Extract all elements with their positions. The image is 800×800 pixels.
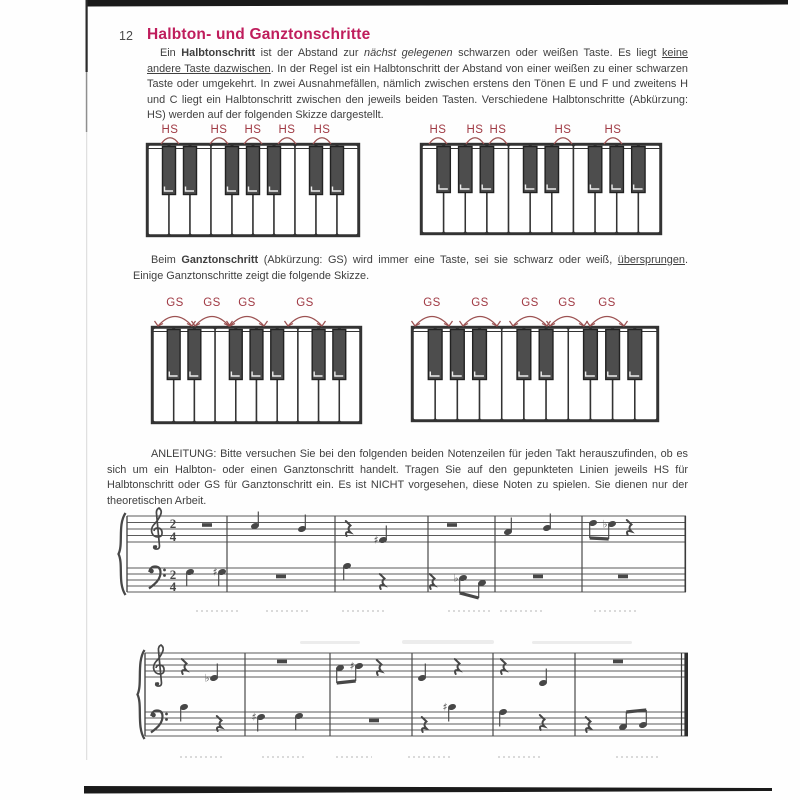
measure-rest bbox=[277, 660, 287, 664]
grand-staff-2 bbox=[138, 645, 689, 757]
bass-clef bbox=[151, 711, 168, 733]
interval-label: HS bbox=[161, 124, 179, 136]
interval-label: HS bbox=[210, 124, 228, 136]
interval-label: HS bbox=[244, 124, 262, 136]
interval-label: GS bbox=[471, 297, 489, 309]
accidental: ♯ bbox=[442, 701, 448, 714]
paragraph-anleitung bbox=[107, 447, 688, 509]
interval-label: HS bbox=[313, 124, 331, 136]
interval-label: HS bbox=[278, 124, 296, 136]
time-signature: 4 bbox=[169, 579, 177, 595]
system-brace bbox=[138, 650, 145, 739]
time-signature: 2 bbox=[169, 566, 177, 582]
text-segment: ANLEITUNG: Bitte versuchen Sie bei den folgenden beiden Notenzeilen für jeden Takt herauszufinden, ob es sich um ein Halbton- oder einen Ganztonschritt handelt. Tragen Sie auf den gepunkteten Linien jeweils HS für Halbtonschritt oder GS für Ganztonschritt ein. Es ist NICHT vorgesehen, diese Noten zu spielen. Sie dienen nur der theoretischen Arbeit. bbox=[107, 448, 688, 507]
interval-label: HS bbox=[554, 124, 572, 136]
bottom-edge-bar bbox=[84, 786, 772, 794]
accidental: ♭ bbox=[204, 672, 210, 685]
text-segment: Ganztonschritt bbox=[181, 254, 259, 266]
text-segment: . In der Regel ist ein Halbtonschritt der Abstand von einer weißen zu einer schwarzen Taste oder umgekehrt. In zwei Ausnahmefällen, nämlich zwischen erstens den Tönen E und F und zweitens H und C liegt ein Halbtonschritt zwischen den jeweils beiden Tasten. Verschiedene Halbtonschritte (Abkürzung: HS) werden auf der folgenden Skizze dargestellt. bbox=[147, 62, 688, 122]
text-segment: schwarzen oder weißen Taste. Es liegt bbox=[452, 47, 662, 59]
keyboard-ganzton-2 bbox=[412, 297, 659, 421]
measure-rest bbox=[447, 523, 457, 527]
grand-staff-1 bbox=[119, 508, 687, 611]
book-spine-shadow bbox=[86, 0, 88, 72]
keyboard-halbton-1 bbox=[147, 124, 359, 236]
measure-rest bbox=[618, 575, 628, 579]
interval-arc bbox=[415, 317, 449, 327]
interval-label: GS bbox=[521, 297, 539, 309]
interval-label: GS bbox=[598, 297, 616, 309]
interval-arc bbox=[513, 317, 547, 327]
quarter-rest bbox=[540, 715, 545, 730]
interval-label: GS bbox=[166, 297, 184, 309]
accidental: ♯ bbox=[349, 660, 355, 673]
accidental: ♭ bbox=[453, 572, 459, 585]
interval-arc bbox=[230, 317, 264, 327]
quarter-rest bbox=[182, 659, 187, 674]
text-segment: ist der Abstand zur bbox=[255, 47, 365, 59]
text-segment: (Abkürzung: GS) wird immer eine Taste, sei sie schwarz oder weiß, bbox=[258, 254, 618, 266]
measure-rest bbox=[533, 575, 543, 579]
accidental: ♯ bbox=[251, 711, 257, 724]
time-signature: 2 bbox=[169, 515, 177, 531]
interval-label: GS bbox=[423, 297, 441, 309]
page-number: 12 bbox=[119, 29, 133, 43]
page-title: Halbton- und Ganztonschritte bbox=[147, 26, 371, 43]
paragraph-halbtonschritt bbox=[147, 46, 688, 124]
text-segment: . Einige Ganztonschritte zeigt die folgende Skizze. bbox=[133, 254, 689, 282]
interval-label: GS bbox=[203, 297, 221, 309]
interval-arc bbox=[288, 317, 322, 327]
keyboard-halbton-2 bbox=[421, 124, 661, 234]
final-barline bbox=[684, 653, 688, 736]
bass-clef bbox=[149, 567, 166, 589]
print-through-artifact bbox=[300, 640, 632, 644]
text-segment: nächst gelegenen bbox=[364, 47, 453, 59]
text-segment: Halbtonschritt bbox=[181, 47, 256, 59]
interval-label: GS bbox=[238, 297, 256, 309]
paragraph-ganztonschritt bbox=[133, 253, 688, 284]
time-signature: 4 bbox=[169, 529, 177, 545]
accidental: ♭ bbox=[602, 518, 608, 531]
interval-arc bbox=[590, 317, 624, 327]
accidental: ♯ bbox=[373, 534, 379, 547]
interval-label: HS bbox=[604, 124, 622, 136]
text-segment: Beim bbox=[151, 254, 182, 266]
interval-arc bbox=[158, 317, 192, 327]
measure-rest bbox=[276, 575, 286, 579]
quarter-rest bbox=[501, 659, 506, 674]
interval-arc bbox=[550, 317, 584, 327]
text-segment: übersprungen bbox=[617, 254, 685, 266]
treble-clef bbox=[154, 645, 165, 686]
measure-rest bbox=[369, 719, 379, 723]
measure-rest bbox=[613, 660, 623, 664]
text-segment: keine andere Taste dazwischen bbox=[147, 47, 688, 75]
interval-arc bbox=[463, 317, 497, 327]
quarter-rest bbox=[377, 660, 382, 675]
interval-label: GS bbox=[296, 297, 314, 309]
interval-arc bbox=[195, 317, 229, 327]
system-brace bbox=[119, 513, 126, 595]
interval-label: GS bbox=[558, 297, 576, 309]
quarter-rest bbox=[430, 574, 435, 589]
keyboard-ganzton-1 bbox=[152, 297, 361, 423]
quarter-rest bbox=[455, 659, 460, 674]
interval-label: HS bbox=[429, 124, 447, 136]
interval-label: HS bbox=[466, 124, 484, 136]
text-segment: Ein bbox=[160, 47, 182, 59]
quarter-rest bbox=[380, 574, 385, 589]
measure-rest bbox=[202, 523, 212, 527]
accidental: ♯ bbox=[212, 566, 218, 579]
interval-label: HS bbox=[489, 124, 507, 136]
